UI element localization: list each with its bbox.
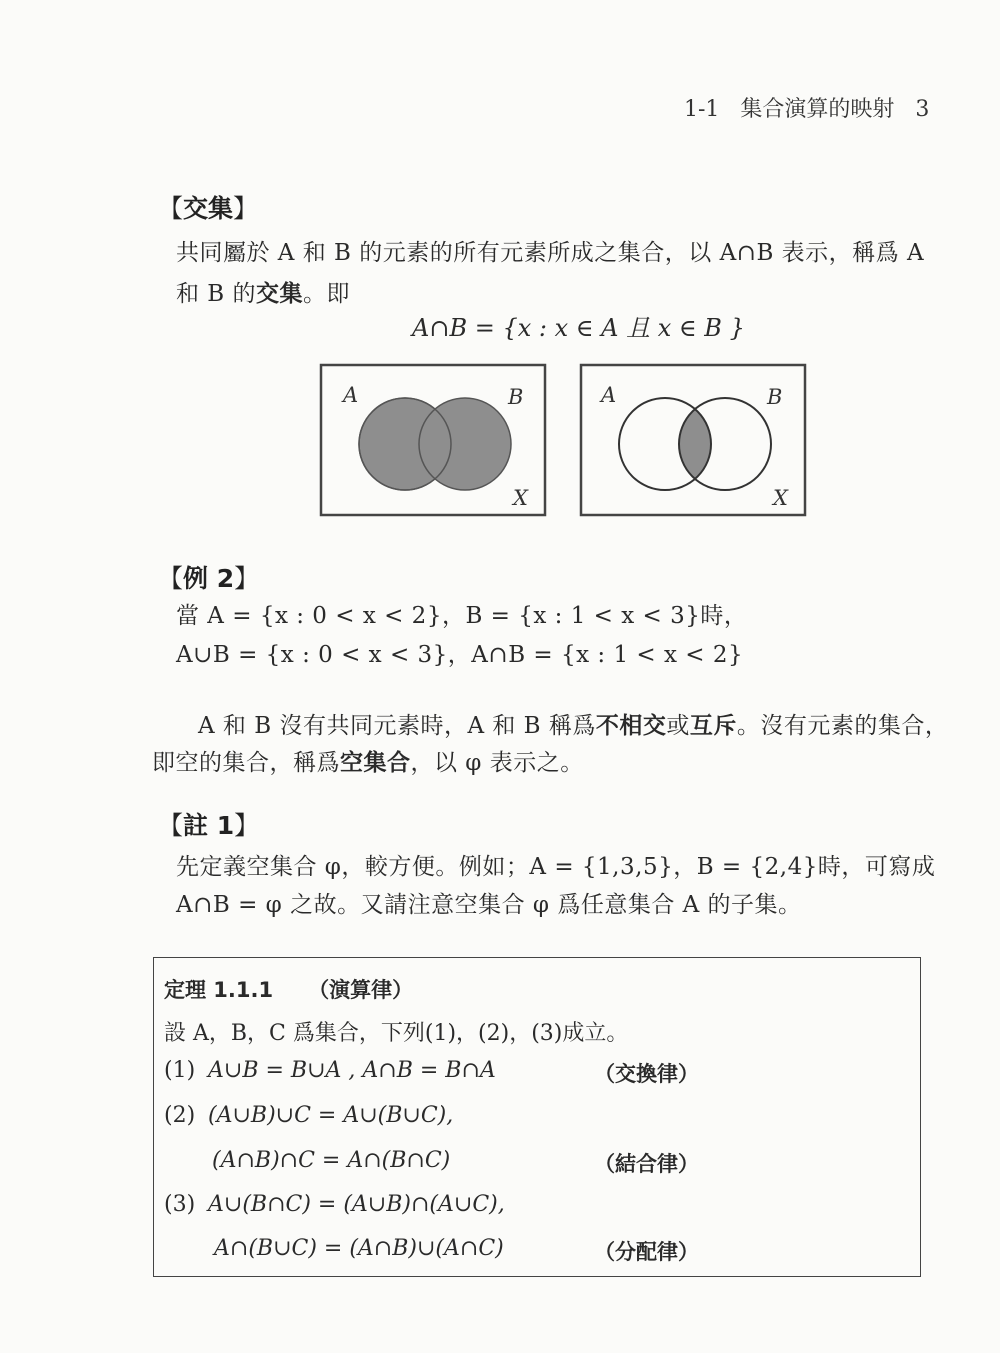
- section-title: 集合演算的映射: [740, 97, 895, 122]
- commutative-law-label: （交換律）: [594, 1062, 699, 1086]
- label-x: X: [773, 486, 788, 510]
- theorem-intro: 設 A，B，C 爲集合，下列(1)，(2)，(3)成立。: [164, 1021, 629, 1046]
- label-b: B: [767, 385, 783, 409]
- example-heading: 【例 2】: [158, 564, 260, 593]
- note-heading: 【註 1】: [158, 811, 260, 840]
- example-line2: A∪B = {x : 0 < x < 3}，A∩B = {x : 1 < x < 2}: [176, 642, 744, 668]
- item-3-number: (3): [164, 1192, 196, 1217]
- note-line1: 先定義空集合 φ，較方便。例如；A = {1,3,5}，B = {2,4}時，可寫成: [176, 854, 936, 880]
- associative-law-formula-1: (A∪B)∪C = A∪(B∪C),: [208, 1103, 454, 1128]
- label-x: X: [513, 486, 528, 510]
- label-b: B: [508, 385, 524, 409]
- set-b-circle: [419, 398, 511, 490]
- theorem-box: [153, 957, 921, 1277]
- label-a: A: [601, 383, 617, 407]
- term-disjoint: 不相交: [595, 713, 667, 739]
- distributive-law-label: （分配律）: [594, 1240, 699, 1264]
- section-number: 1-1: [684, 97, 720, 122]
- distributive-law-formula-1: A∪(B∩C) = (A∪B)∩(A∪C),: [208, 1192, 505, 1217]
- intersection-definition-line1: 共同屬於 A 和 B 的元素的所有元素所成之集合，以 A∩B 表示，稱爲 A: [176, 240, 925, 266]
- item-1-number: (1): [164, 1058, 196, 1083]
- theorem-title: 定理 1.1.1: [164, 978, 274, 1002]
- commutative-law-formula: A∪B = B∪A , A∩B = B∩A: [208, 1058, 496, 1083]
- venn-union-diagram: [319, 363, 549, 519]
- label-a: A: [343, 383, 359, 407]
- associative-law-formula-2: (A∩B)∩C = A∩(B∩C): [212, 1148, 451, 1173]
- intersection-heading: 【交集】: [158, 194, 259, 223]
- term-empty-set: 空集合: [340, 750, 411, 776]
- example-line1: 當 A = {x : 0 < x < 2}，B = {x : 1 < x < 3}時，: [176, 603, 748, 629]
- venn-intersection-diagram: [579, 363, 809, 519]
- intersection-formula: A∩B = {x : x ∈ A 且 x ∈ B }: [412, 314, 745, 342]
- theorem-title-line: [164, 974, 413, 1004]
- disjoint-line2: 即空的集合，稱爲空集合，以 φ 表示之。: [152, 750, 584, 776]
- note-line2: A∩B = φ 之故。又請注意空集合 φ 爲任意集合 A 的子集。: [176, 892, 802, 918]
- running-header: [684, 92, 929, 123]
- disjoint-line1: A 和 B 沒有共同元素時，A 和 B 稱爲不相交或互斥。沒有元素的集合，: [198, 713, 949, 739]
- term-mutually-exclusive: 互斥: [689, 713, 737, 739]
- item-2-number: (2): [164, 1103, 196, 1128]
- theorem-subtitle: （演算律）: [308, 978, 414, 1002]
- intersection-definition-line2: 和 B 的交集。即: [176, 281, 351, 307]
- associative-law-label: （結合律）: [594, 1152, 699, 1176]
- distributive-law-formula-2: A∩(B∪C) = (A∩B)∪(A∩C): [214, 1236, 504, 1261]
- page-number: 3: [915, 97, 930, 122]
- term-intersection: 交集: [256, 281, 304, 307]
